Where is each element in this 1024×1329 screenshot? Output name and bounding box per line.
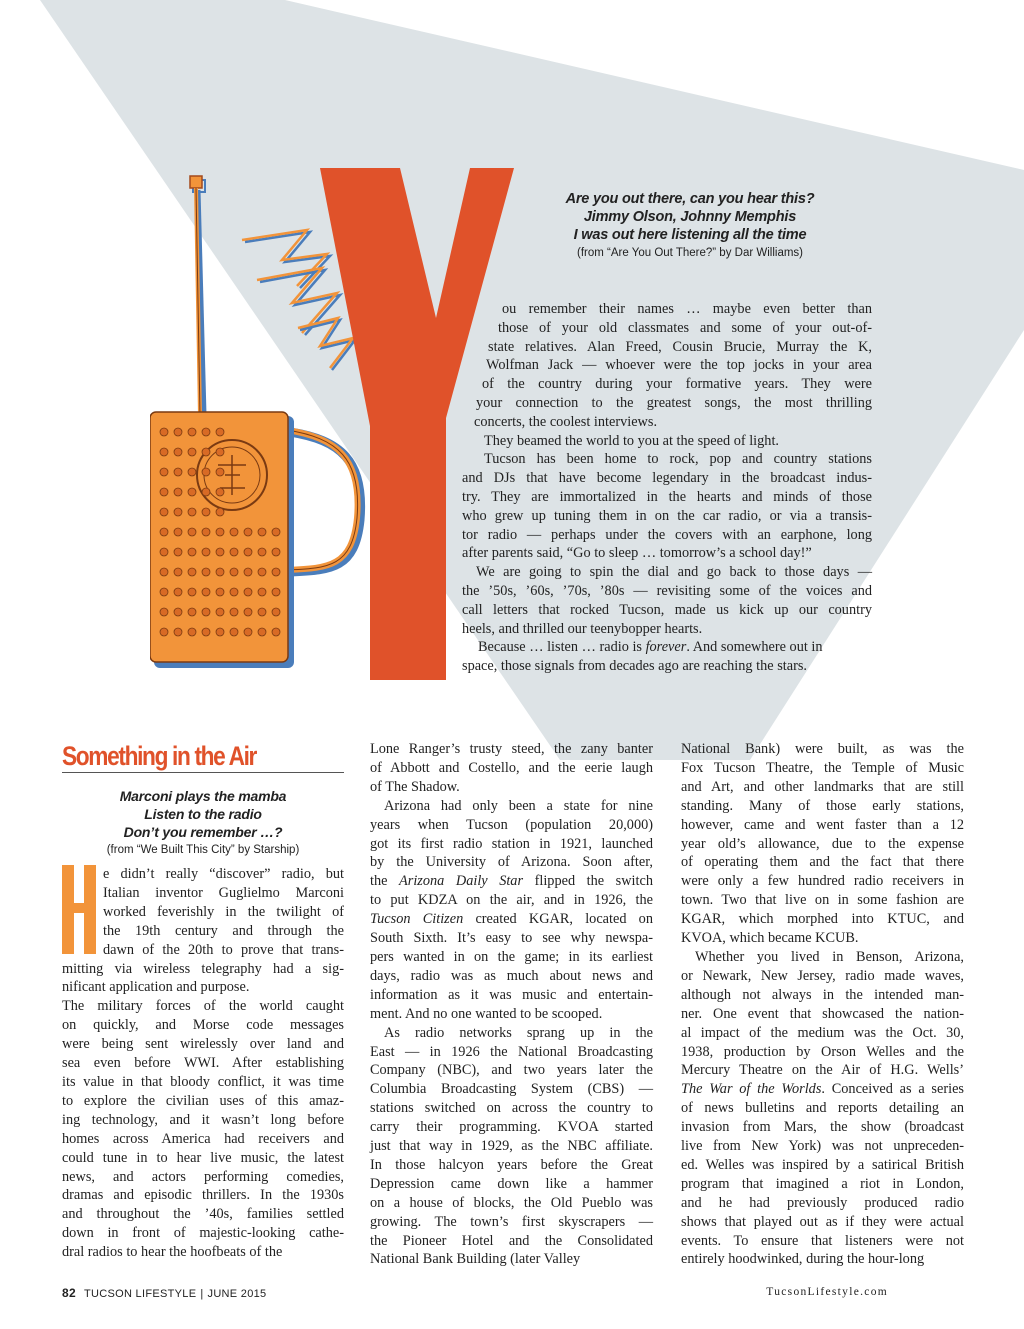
text-line: e didn’t really “discover” radio, but bbox=[103, 866, 344, 882]
text-line: and DJs that have become legendary in the broadcast indus- bbox=[462, 470, 872, 487]
epigraph-line: Don’t you remember …? bbox=[123, 824, 283, 840]
speaker-hole bbox=[202, 508, 210, 516]
text-line: ing technology, and it wasn’t long before bbox=[62, 1111, 344, 1128]
speaker-hole bbox=[216, 468, 224, 476]
speaker-hole bbox=[258, 568, 266, 576]
text-line: KGAR, which morphed into KTUC, and bbox=[681, 911, 964, 928]
text-line: stations switched on across the country to bbox=[370, 1100, 653, 1117]
text-line: the 19th century and through the bbox=[103, 922, 344, 939]
speaker-hole bbox=[202, 628, 210, 636]
speaker-hole bbox=[188, 608, 196, 616]
text-line: of news bulletins and reports detailing an bbox=[681, 1100, 964, 1117]
text-line: state relatives. Alan Freed, Cousin Brucie, Murray the K, bbox=[488, 338, 872, 355]
text-line: the Arizona Daily Star flipped the switch bbox=[370, 873, 653, 890]
text-line: or Newark, New Jersey, radio made waves, bbox=[681, 967, 964, 984]
speaker-hole bbox=[174, 568, 182, 576]
speaker-hole bbox=[202, 428, 210, 436]
text-line: Tucson Citizen created KGAR, located on bbox=[370, 911, 653, 928]
speaker-hole bbox=[174, 588, 182, 596]
speaker-hole bbox=[202, 608, 210, 616]
speaker-hole bbox=[244, 548, 252, 556]
text-line: town. Two that live on in some fashion are bbox=[681, 892, 964, 909]
section-divider bbox=[62, 772, 344, 773]
antenna-icon bbox=[190, 176, 205, 415]
text-line: space, those signals from decades ago are reaching the stars. bbox=[462, 658, 807, 675]
speaker-hole bbox=[258, 548, 266, 556]
text-line: KVOA, which became KCUB. bbox=[681, 930, 859, 947]
text-line: mitting via wireless telegraphy had a sig- bbox=[62, 960, 344, 977]
speaker-hole bbox=[188, 468, 196, 476]
text-line: information as it was music and entertain- bbox=[370, 986, 653, 1003]
speaker-hole bbox=[188, 628, 196, 636]
text-line: down in front of majestic-looking cathe- bbox=[62, 1225, 344, 1242]
column-1 bbox=[62, 740, 344, 1262]
text-line: live from New York) was not unpreceden- bbox=[681, 1138, 964, 1155]
speaker-hole bbox=[244, 608, 252, 616]
text-line: In those halcyon years before the Great bbox=[370, 1156, 653, 1173]
speaker-hole bbox=[230, 528, 238, 536]
speaker-hole bbox=[188, 428, 196, 436]
speaker-hole bbox=[258, 528, 266, 536]
section-epigraph bbox=[62, 787, 344, 859]
footer-separator: | bbox=[200, 1288, 204, 1300]
epigraph-line: Marconi plays the mamba bbox=[119, 788, 287, 804]
speaker-hole bbox=[188, 568, 196, 576]
text-line: news, and actors performing comedies, bbox=[62, 1168, 344, 1185]
text-line: Mercury Theatre on the Air of H.G. Wells’ bbox=[681, 1062, 964, 1079]
text-line: of Abbott and Costello, and the eerie laugh bbox=[370, 759, 653, 776]
speaker-hole bbox=[230, 628, 238, 636]
text-line: ou remember their names … maybe even better than bbox=[502, 301, 872, 317]
epigraph-line: Jimmy Olson, Johnny Memphis bbox=[583, 209, 797, 225]
text-line: of operating them and the fact that there bbox=[681, 854, 964, 871]
text-line: were being sent wirelessly over land and bbox=[62, 1036, 344, 1053]
speaker-hole bbox=[230, 568, 238, 576]
text-line: Lone Ranger’s trusty steed, the zany banter bbox=[370, 741, 653, 757]
speaker-hole bbox=[216, 528, 224, 536]
top-epigraph bbox=[530, 190, 850, 261]
speaker-hole bbox=[188, 448, 196, 456]
text-line: and Art, and other landmarks that are still bbox=[681, 778, 964, 795]
text-line: South Sixth. It’s easy to see why newspa- bbox=[370, 930, 653, 947]
text-line: got its first radio station in 1921, launched bbox=[370, 835, 653, 852]
text-line: of the country during your formative years. They were bbox=[482, 376, 872, 393]
text-line: the ’50s, ’60s, ’70s, ’80s — revisiting some of the voices and bbox=[462, 582, 872, 599]
text-line: carry their programming. KVOA started bbox=[370, 1119, 653, 1136]
text-line: They beamed the world to you at the speed of light. bbox=[484, 432, 779, 449]
speaker-hole bbox=[174, 428, 182, 436]
text-line: days, radio was as much about news and bbox=[370, 967, 653, 984]
epigraph-line: I was out here listening all the time bbox=[573, 227, 807, 243]
speaker-hole bbox=[160, 528, 168, 536]
text-line: 1938, production by Orson Welles and the bbox=[681, 1043, 964, 1060]
speaker-hole bbox=[188, 528, 196, 536]
text-line: tor radio — perhaps under the covers with an earphone, long bbox=[462, 526, 872, 543]
text-line: National Bank Building (later Valley bbox=[370, 1251, 581, 1268]
speaker-hole bbox=[174, 508, 182, 516]
speaker-hole bbox=[216, 428, 224, 436]
speaker-hole bbox=[216, 568, 224, 576]
text-line: by the University of Arizona. Soon after, bbox=[370, 854, 653, 871]
speaker-hole bbox=[216, 508, 224, 516]
text-line: on a house of blocks, the Old Pueblo was bbox=[370, 1194, 653, 1211]
speaker-hole bbox=[216, 608, 224, 616]
intro-text bbox=[462, 300, 872, 676]
speaker-hole bbox=[202, 548, 210, 556]
text-line: on quickly, and Morse code messages bbox=[62, 1017, 344, 1034]
text-line: could tune in to hear live music, the latest bbox=[62, 1149, 344, 1166]
text-line: Company (NBC), and two years later the bbox=[370, 1062, 653, 1079]
text-line: Arizona had only been a state for nine bbox=[384, 797, 653, 814]
speaker-hole bbox=[202, 488, 210, 496]
column-1-body bbox=[62, 865, 344, 1262]
speaker-hole bbox=[160, 508, 168, 516]
speaker-hole bbox=[244, 588, 252, 596]
speaker-hole bbox=[272, 568, 280, 576]
text-line: and he had previously produced radio bbox=[681, 1194, 964, 1211]
text-line: although not always in the intended man- bbox=[681, 986, 964, 1003]
text-line: ment. And no one wanted to be scooped. bbox=[370, 1005, 603, 1022]
text-line: worked feverishly in the twilight of bbox=[103, 903, 344, 920]
speaker-hole bbox=[258, 628, 266, 636]
epigraph-line: Are you out there, can you hear this? bbox=[565, 191, 815, 207]
text-line: Tucson has been home to rock, pop and country stations bbox=[484, 451, 872, 468]
text-line: National Bank) were built, as was the bbox=[681, 741, 964, 757]
speaker-hole bbox=[230, 548, 238, 556]
speaker-hole bbox=[160, 628, 168, 636]
text-line: Wolfman Jack — whoever were the top jocks in your area bbox=[486, 357, 872, 374]
text-line: al impact of the medium was the Oct. 30, bbox=[681, 1024, 964, 1041]
footer-folio bbox=[62, 1286, 266, 1300]
speaker-hole bbox=[160, 588, 168, 596]
text-line: We are going to spin the dial and go back to those days — bbox=[476, 564, 872, 581]
text-line: who grew up tuning them in on the car radio, or via a transis- bbox=[462, 507, 872, 524]
epigraph-source: (from “We Built This City” by Starship) bbox=[106, 844, 300, 856]
text-line: just that way in 1929, as the NBC affiliate. bbox=[370, 1138, 653, 1155]
text-line: ed. Welles was inspired by a satirical British bbox=[681, 1156, 964, 1173]
text-line: invasion from Mars, the show (broadcast bbox=[681, 1119, 964, 1136]
speaker-hole bbox=[160, 428, 168, 436]
speaker-hole bbox=[272, 588, 280, 596]
speaker-hole bbox=[202, 568, 210, 576]
text-line: Depression came down like a hammer bbox=[370, 1175, 653, 1192]
speaker-hole bbox=[216, 548, 224, 556]
speaker-hole bbox=[230, 588, 238, 596]
text-line: try. They are immortalized in the hearts and minds of those bbox=[462, 488, 872, 505]
speaker-hole bbox=[174, 488, 182, 496]
speaker-hole bbox=[160, 548, 168, 556]
speaker-hole bbox=[258, 608, 266, 616]
speaker-hole bbox=[216, 488, 224, 496]
text-line: East — in 1926 the National Broadcasting bbox=[370, 1043, 653, 1060]
speaker-hole bbox=[174, 448, 182, 456]
text-line: those of your old classmates and some of your out-of- bbox=[498, 319, 872, 336]
issue-date: JUNE 2015 bbox=[207, 1288, 267, 1300]
text-line: however, came and went faster than a 12 bbox=[681, 816, 964, 833]
speaker-hole bbox=[202, 588, 210, 596]
speaker-hole bbox=[160, 488, 168, 496]
epigraph-source: (from “Are You Out There?” by Dar Williams) bbox=[576, 247, 804, 259]
speaker-hole bbox=[202, 468, 210, 476]
speaker-hole bbox=[244, 568, 252, 576]
speaker-hole bbox=[160, 448, 168, 456]
speaker-hole bbox=[230, 608, 238, 616]
text-line: Columbia Broadcasting System (CBS) — bbox=[370, 1081, 653, 1098]
speaker-hole bbox=[272, 628, 280, 636]
text-line: dawn of the 20th to prove that trans- bbox=[103, 941, 344, 958]
speaker-hole bbox=[202, 448, 210, 456]
dropcap-h bbox=[62, 865, 96, 954]
text-line: and throughout the ’40s, families settled bbox=[62, 1206, 344, 1223]
speaker-hole bbox=[188, 548, 196, 556]
text-line: program that imagined a riot in London, bbox=[681, 1175, 964, 1192]
speaker-hole bbox=[174, 548, 182, 556]
text-line: to put KDZA on the air, and in 1926, the bbox=[370, 892, 653, 909]
text-line: growing. The town’s first skyscrapers — bbox=[370, 1213, 653, 1230]
speaker-hole bbox=[272, 528, 280, 536]
text-line: shows that played out as if they were actual bbox=[681, 1213, 964, 1230]
column-3 bbox=[681, 740, 964, 1269]
text-line: Italian inventor Guglielmo Marconi bbox=[103, 884, 344, 901]
emphasis-text: forever bbox=[645, 639, 687, 656]
section-heading: Something in the Air bbox=[62, 741, 257, 771]
speaker-hole bbox=[188, 508, 196, 516]
text-line: standing. Many of those early stations, bbox=[681, 797, 964, 814]
text-line: to explore the civilian uses of this amaz- bbox=[62, 1092, 344, 1109]
page-number: 82 bbox=[62, 1286, 76, 1300]
text-line: heels, and thrilled our teenybopper hearts. bbox=[462, 620, 703, 637]
speaker-hole bbox=[160, 468, 168, 476]
speaker-hole bbox=[160, 568, 168, 576]
speaker-hole bbox=[160, 608, 168, 616]
text-line: The War of the Worlds. Conceived as a series bbox=[681, 1081, 964, 1098]
magazine-name: TUCSON LIFESTYLE bbox=[83, 1288, 197, 1300]
text-line: were only a few hundred radio receivers in bbox=[681, 873, 964, 890]
text-line: homes across America had receivers and bbox=[62, 1130, 344, 1147]
speaker-hole bbox=[174, 628, 182, 636]
speaker-hole bbox=[174, 468, 182, 476]
text-line: Fox Tucson Theatre, the Temple of Music bbox=[681, 759, 964, 776]
text-line: call letters that rocked Tucson, made us kick up our country bbox=[462, 601, 872, 618]
text-line: As radio networks sprang up in the bbox=[384, 1024, 653, 1041]
speaker-hole bbox=[216, 628, 224, 636]
speaker-hole bbox=[244, 628, 252, 636]
text-line: sea even before WWI. After establishing bbox=[62, 1055, 344, 1072]
text-line: years when Tucson (population 20,000) bbox=[370, 816, 653, 833]
text-line: year old’s allowance, due to the expense bbox=[681, 835, 964, 852]
speaker-hole bbox=[216, 448, 224, 456]
speaker-hole bbox=[188, 488, 196, 496]
text-line: your connection to the greatest songs, the most thrilling bbox=[476, 394, 872, 411]
text-line: dral radios to hear the hoofbeats of the bbox=[62, 1244, 283, 1261]
text-line: of The Shadow. bbox=[370, 778, 460, 795]
text-line: events. To ensure that listeners were not bbox=[681, 1232, 964, 1249]
text-line: The military forces of the world caught bbox=[62, 998, 344, 1015]
footer-website: TucsonLifestyle.com bbox=[766, 1286, 888, 1298]
text-line: concerts, the coolest interviews. bbox=[474, 413, 658, 430]
text-line: the Pioneer Hotel and the Consolidated bbox=[370, 1232, 653, 1249]
text-line: Because … listen … radio is forever. And somewhere out in bbox=[478, 639, 823, 656]
text-line: dramas and episodic thrillers. In the 1930s bbox=[62, 1187, 344, 1204]
speaker-hole bbox=[174, 528, 182, 536]
speaker-hole bbox=[244, 528, 252, 536]
epigraph-line: Listen to the radio bbox=[144, 806, 262, 822]
speaker-hole bbox=[216, 588, 224, 596]
speaker-hole bbox=[202, 528, 210, 536]
text-line: entirely hoodwinked, during the hour-long bbox=[681, 1251, 925, 1268]
speaker-hole bbox=[272, 608, 280, 616]
speaker-hole bbox=[258, 588, 266, 596]
text-line: after parents said, “Go to sleep … tomorrow’s a school day!” bbox=[462, 545, 812, 562]
text-line: ner. One event that showcased the nation- bbox=[681, 1005, 964, 1022]
speaker-hole bbox=[174, 608, 182, 616]
text-line: pers wanted in on the game; in its earliest bbox=[370, 948, 653, 965]
speaker-hole bbox=[272, 548, 280, 556]
text-line: its value in that bloody conflict, it was time bbox=[62, 1073, 344, 1090]
text-line: Whether you lived in Benson, Arizona, bbox=[695, 948, 964, 965]
speaker-hole bbox=[188, 588, 196, 596]
text-line: nificant application and purpose. bbox=[62, 979, 250, 996]
column-2 bbox=[370, 740, 653, 1269]
